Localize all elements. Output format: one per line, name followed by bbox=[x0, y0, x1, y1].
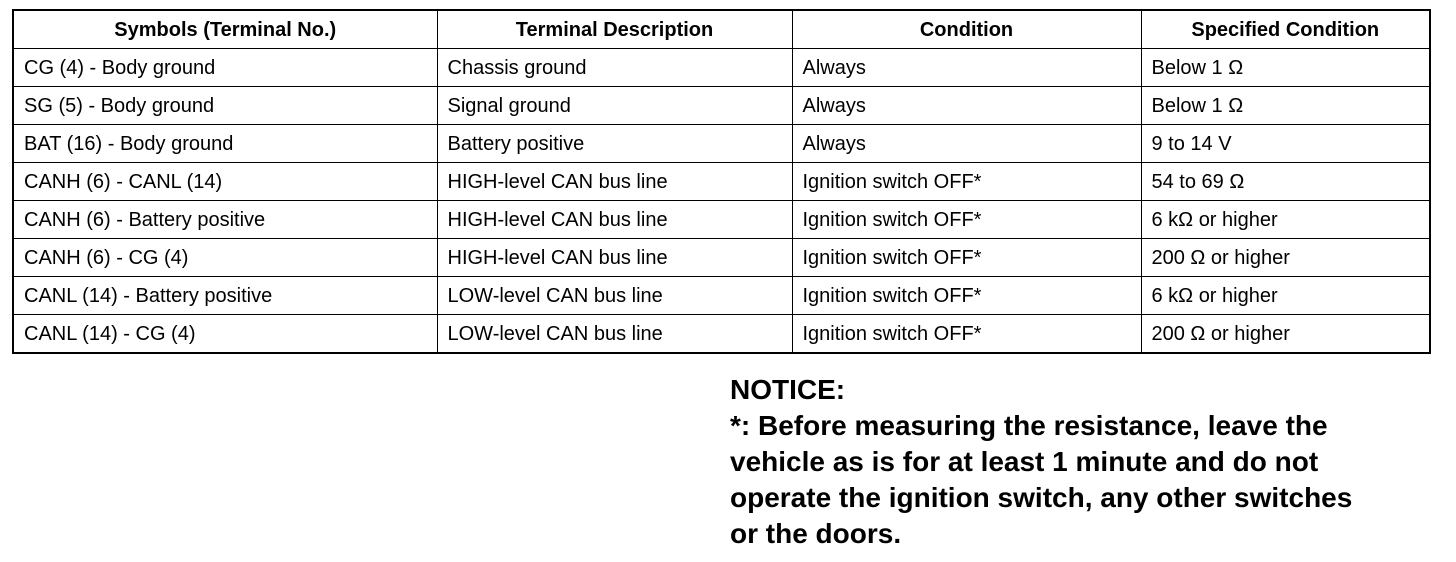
header-terminal-description: Terminal Description bbox=[437, 10, 792, 49]
cell-condition: Always bbox=[792, 125, 1141, 163]
cell-description: HIGH-level CAN bus line bbox=[437, 201, 792, 239]
cell-symbol: CG (4) - Body ground bbox=[13, 49, 437, 87]
cell-description: LOW-level CAN bus line bbox=[437, 277, 792, 315]
cell-symbol: SG (5) - Body ground bbox=[13, 87, 437, 125]
cell-condition: Ignition switch OFF* bbox=[792, 315, 1141, 354]
notice-block bbox=[730, 372, 1430, 552]
cell-symbol: CANH (6) - Battery positive bbox=[13, 201, 437, 239]
cell-specified: 200 Ω or higher bbox=[1141, 315, 1430, 354]
cell-symbol: CANL (14) - CG (4) bbox=[13, 315, 437, 354]
notice-line: *: Before measuring the resistance, leave the bbox=[730, 410, 1328, 441]
table-row bbox=[13, 87, 1430, 125]
table-row bbox=[13, 315, 1430, 354]
table-row bbox=[13, 239, 1430, 277]
cell-symbol: CANH (6) - CG (4) bbox=[13, 239, 437, 277]
cell-condition: Ignition switch OFF* bbox=[792, 277, 1141, 315]
terminal-spec-table bbox=[12, 9, 1431, 354]
cell-description: LOW-level CAN bus line bbox=[437, 315, 792, 354]
header-symbols: Symbols (Terminal No.) bbox=[13, 10, 437, 49]
notice-heading: NOTICE: bbox=[730, 374, 846, 405]
cell-condition: Always bbox=[792, 87, 1141, 125]
header-specified-condition: Specified Condition bbox=[1141, 10, 1430, 49]
cell-description: HIGH-level CAN bus line bbox=[437, 163, 792, 201]
cell-specified: Below 1 Ω bbox=[1141, 49, 1430, 87]
table-row bbox=[13, 277, 1430, 315]
cell-description: Battery positive bbox=[437, 125, 792, 163]
cell-specified: 54 to 69 Ω bbox=[1141, 163, 1430, 201]
notice-line: or the doors. bbox=[730, 518, 902, 549]
cell-symbol: BAT (16) - Body ground bbox=[13, 125, 437, 163]
cell-description: Chassis ground bbox=[437, 49, 792, 87]
table-row bbox=[13, 125, 1430, 163]
cell-specified: 200 Ω or higher bbox=[1141, 239, 1430, 277]
table-header-row bbox=[13, 10, 1430, 49]
notice-line: operate the ignition switch, any other switches bbox=[730, 482, 1353, 513]
cell-condition: Ignition switch OFF* bbox=[792, 163, 1141, 201]
cell-specified: 6 kΩ or higher bbox=[1141, 201, 1430, 239]
cell-description: HIGH-level CAN bus line bbox=[437, 239, 792, 277]
cell-description: Signal ground bbox=[437, 87, 792, 125]
cell-symbol: CANL (14) - Battery positive bbox=[13, 277, 437, 315]
cell-specified: 9 to 14 V bbox=[1141, 125, 1430, 163]
table-row bbox=[13, 49, 1430, 87]
header-condition: Condition bbox=[792, 10, 1141, 49]
cell-condition: Always bbox=[792, 49, 1141, 87]
cell-specified: Below 1 Ω bbox=[1141, 87, 1430, 125]
notice-line: vehicle as is for at least 1 minute and do not bbox=[730, 446, 1319, 477]
table-row bbox=[13, 201, 1430, 239]
table-row bbox=[13, 163, 1430, 201]
cell-specified: 6 kΩ or higher bbox=[1141, 277, 1430, 315]
cell-condition: Ignition switch OFF* bbox=[792, 201, 1141, 239]
cell-symbol: CANH (6) - CANL (14) bbox=[13, 163, 437, 201]
cell-condition: Ignition switch OFF* bbox=[792, 239, 1141, 277]
